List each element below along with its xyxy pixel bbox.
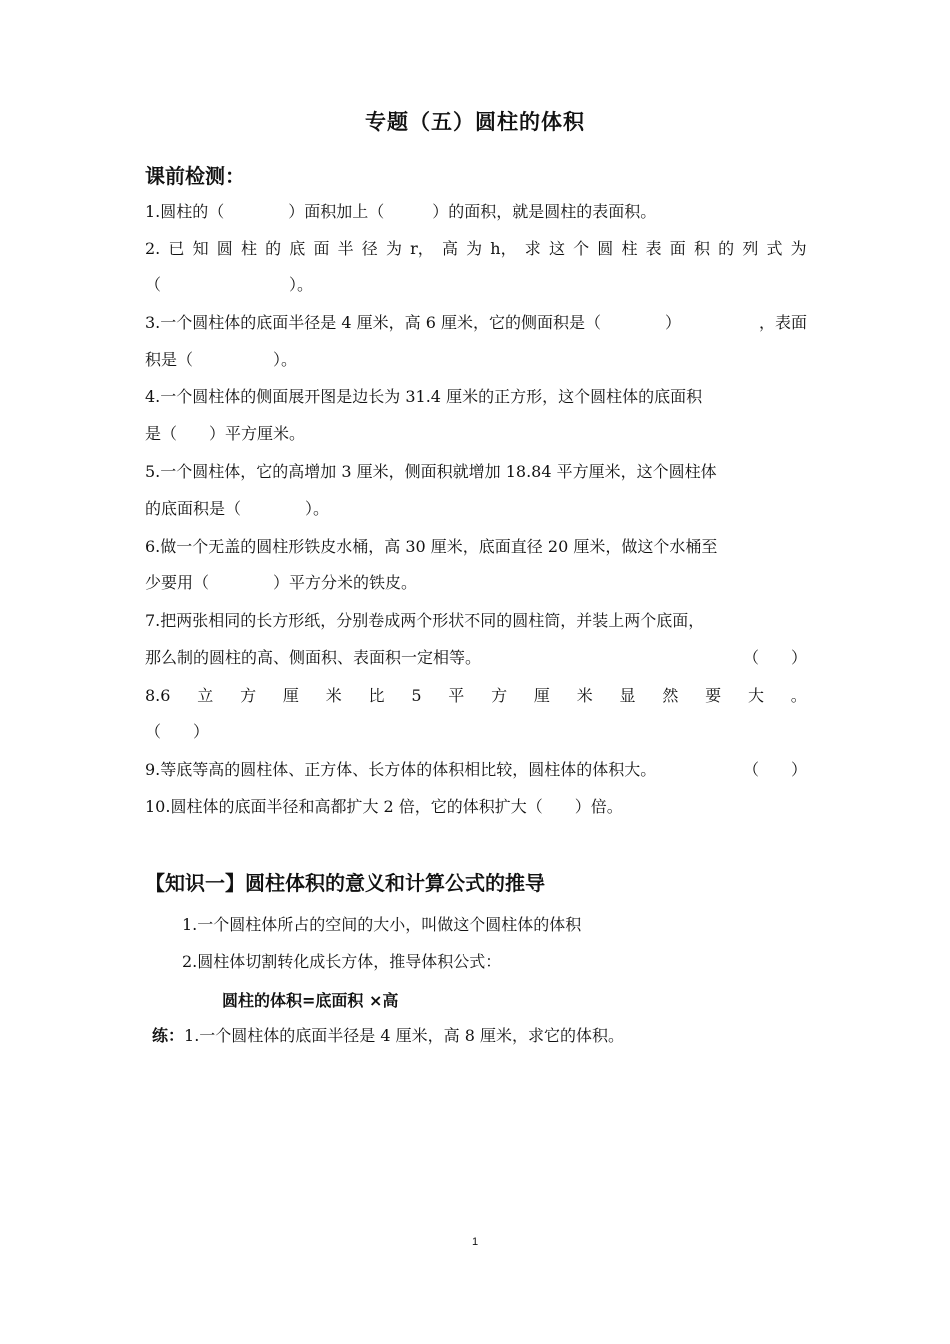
question-8-segment: 显 [619, 686, 636, 705]
question-2-segment: 的 [265, 239, 282, 258]
question-2-segment: 知 [192, 239, 209, 258]
question-2-segment: 表 [645, 239, 662, 258]
question-8-segment: 厘 [282, 686, 299, 705]
knowledge-1-item-1: 1.一个圆柱体所占的空间的大小，叫做这个圆柱体的体积 [182, 915, 582, 934]
question-3-text: 3.一个圆柱体的底面半径是 4 厘米，高 6 厘米，它的侧面积是（ ） [145, 313, 681, 332]
question-3-line-2: 积是（ ）。 [145, 350, 298, 369]
question-2-segment: 圆 [216, 239, 233, 258]
question-9 [145, 758, 807, 782]
question-2-segment: 柱 [240, 239, 257, 258]
question-2-segment: 底 [289, 239, 306, 258]
question-2-segment: 这 [548, 239, 565, 258]
practice-label: 练： [152, 1026, 185, 1045]
question-4-line-2: 是（ ）平方厘米。 [145, 424, 306, 443]
question-8-segment: 立 [197, 686, 214, 705]
question-8-line-1 [145, 684, 807, 708]
question-1: 1.圆柱的（ ）面积加上（ ）的面积，就是圆柱的表面积。 [145, 202, 657, 221]
question-2-segment: 的 [718, 239, 735, 258]
page-number: 1 [471, 1236, 479, 1248]
question-8-segment: 平 [448, 686, 465, 705]
question-2-segment: 式 [766, 239, 783, 258]
knowledge-1-heading: 【知识一】圆柱体积的意义和计算公式的推导 [145, 871, 545, 895]
question-2-segment: 圆 [597, 239, 614, 258]
question-2-segment: 为 [790, 239, 807, 258]
question-3-line-1 [145, 311, 807, 335]
question-2-segment: r， [410, 239, 434, 258]
question-7-text: 那么制的圆柱的高、侧面积、表面积一定相等。 [145, 648, 482, 667]
question-8-segment: 方 [240, 686, 257, 705]
question-8-answer-mark: （ ） [145, 722, 210, 741]
question-8-segment: 要 [705, 686, 722, 705]
page-title: 专题（五）圆柱的体积 [365, 110, 585, 134]
question-8-segment: 比 [368, 686, 385, 705]
question-8-segment: 厘 [533, 686, 550, 705]
question-9-text: 9.等底等高的圆柱体、正方体、长方体的体积相比较，圆柱体的体积大。 [145, 760, 657, 779]
question-2-segment: 为 [466, 239, 483, 258]
question-2-segment: 面 [313, 239, 330, 258]
question-8-segment: 然 [662, 686, 679, 705]
question-8-segment: 大 [747, 686, 764, 705]
question-2-segment: h， [490, 239, 517, 258]
question-6-line-1: 6.做一个无盖的圆柱形铁皮水桶，高 30 厘米，底面直径 20 厘米，做这个水桶至 [145, 537, 718, 556]
question-6-line-2: 少要用（ ）平方分米的铁皮。 [145, 573, 418, 592]
question-2-segment: 个 [573, 239, 590, 258]
question-2-line-1 [145, 237, 807, 261]
question-2-segment: 为 [385, 239, 402, 258]
question-8-segment: 方 [491, 686, 508, 705]
question-2-segment: 面 [669, 239, 686, 258]
question-2-segment: 已 [168, 239, 185, 258]
question-2-segment: 求 [524, 239, 541, 258]
practice-1 [152, 1024, 624, 1048]
question-2-segment: 半 [337, 239, 354, 258]
question-3-tail: ，表面 [758, 313, 807, 332]
question-8-segment: 8.6 [145, 686, 171, 705]
question-2-segment: 柱 [621, 239, 638, 258]
question-2-segment: 2. [145, 239, 161, 258]
question-5-line-1: 5.一个圆柱体，它的高增加 3 厘米，侧面积就增加 18.84 平方厘米，这个圆柱体 [145, 462, 717, 481]
question-2-line-2: （ ）。 [145, 275, 314, 294]
question-4-line-1: 4.一个圆柱体的侧面展开图是边长为 31.4 厘米的正方形，这个圆柱体的底面积 [145, 387, 703, 406]
question-2-segment: 积 [693, 239, 710, 258]
question-2-segment: 高 [441, 239, 458, 258]
practice-text: 1.一个圆柱体的底面半径是 4 厘米，高 8 厘米，求它的体积。 [184, 1026, 624, 1045]
question-8-segment: 米 [325, 686, 342, 705]
knowledge-1-item-2: 2.圆柱体切割转化成长方体，推导体积公式： [182, 952, 502, 971]
question-10: 10.圆柱体的底面半径和高都扩大 2 倍，它的体积扩大（ ）倍。 [145, 797, 623, 816]
question-8-segment: 。 [790, 686, 807, 705]
question-2-segment: 径 [361, 239, 378, 258]
question-2-segment: 列 [742, 239, 759, 258]
question-7-line-1: 7.把两张相同的长方形纸，分别卷成两个形状不同的圆柱筒，并装上两个底面， [145, 611, 705, 630]
question-8-segment: 米 [576, 686, 593, 705]
question-9-answer-mark: （ ） [742, 760, 807, 779]
question-7-line-2 [145, 646, 807, 670]
volume-formula: 圆柱的体积=底面积 ×高 [222, 991, 399, 1010]
pre-test-heading: 课前检测： [145, 164, 245, 188]
question-8-segment: 5 [411, 686, 422, 705]
question-7-answer-mark: （ ） [742, 648, 807, 667]
question-5-line-2: 的底面积是（ ）。 [145, 499, 330, 518]
